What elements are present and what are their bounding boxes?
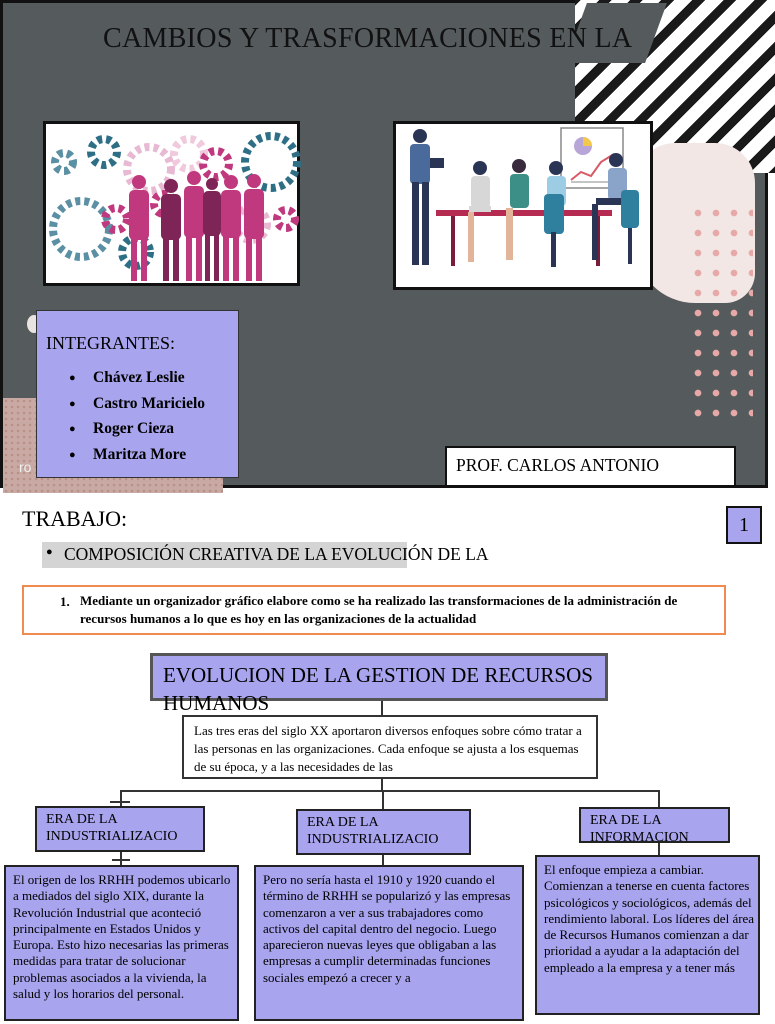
era-box-3 — [579, 807, 730, 843]
era-label: ERA DE LA INDUSTRIALIZACIO — [307, 815, 439, 847]
professor-box — [445, 446, 736, 487]
intro-text: Las tres eras del siglo XX aportaron diversos enfoques sobre cómo tratar a las personas en las organizaciones. Cada enfoque se ajusta a los esquemas de su época, y a las necesidades de las — [194, 723, 582, 774]
member-item: ● Roger Cieza — [37, 419, 205, 445]
slide-title: CAMBIOS Y TRASFORMACIONES EN LA — [103, 23, 633, 54]
gears-people-image — [43, 121, 300, 286]
members-box — [36, 310, 239, 478]
business-meeting-image — [393, 121, 653, 290]
connector-line — [120, 790, 660, 792]
era-text: El origen de los RRHH podemos ubicarlo a mediados del siglo XIX, durante la Revolución Industrial que aconteció principalmente en Estados Unidos y Europa. Esto hizo necesarias las primeras medidas para tratar de solucionar problemas asociados a la vivienda, la salud y los horarios del personal. — [13, 872, 231, 1002]
question-text: Mediante un organizador gráfico elabore como se ha realizado las transformaciones de la administración de recursos humanos a lo que es hoy en las organizaciones de la actualidad — [80, 593, 678, 626]
intro-box — [182, 715, 598, 779]
question-box — [22, 585, 726, 635]
composition-heading: COMPOSICIÓN CREATIVA DE LA EVOLUCIÓN DE LA — [64, 544, 489, 564]
era-text: El enfoque empieza a cambiar. Comienzan a tenerse en cuenta factores psicológicos y sociológicos, además del rendimiento laboral. Los líderes del área de Recursos Humanos comienzan a dar prioridad a ayudar a la adaptación del empleado a la empresa y a tener más — [544, 862, 755, 975]
diagram-title: EVOLUCION DE LA GESTION DE RECURSOS HUMANOS — [163, 663, 593, 715]
era-description-2 — [254, 865, 524, 1021]
member-item: ● Maritza More — [37, 445, 205, 471]
member-item: ● Castro Maricielo — [37, 394, 205, 420]
era-box-1 — [35, 806, 205, 852]
members-heading: INTEGRANTES: — [46, 333, 175, 353]
member-item: ● Chávez Leslie — [37, 368, 205, 394]
members-list — [37, 368, 205, 470]
era-description-3 — [535, 855, 760, 1015]
connector-line — [112, 859, 130, 861]
era-label: ERA DE LA INDUSTRIALIZACIO — [46, 812, 178, 844]
connector-line — [120, 790, 122, 806]
era-text: Pero no sería hasta el 1910 y 1920 cuando el término de RRHH se popularizó y las empresas comenzaron a ver a sus trabajadores como activos del capital dentro del negocio. Luego aparecieron nuevas leyes que obligaban a las empresas a cumplir determinadas funciones sociales empezó a crecer y a — [263, 872, 511, 985]
connector-line — [382, 855, 384, 865]
question-number: 1. — [60, 594, 70, 609]
corner-text: ro — [19, 459, 32, 475]
connector-line — [110, 801, 130, 803]
era-box-2 — [296, 809, 471, 855]
connector-line — [658, 790, 660, 807]
dot-grid-decoration — [689, 203, 753, 418]
era-description-1 — [4, 865, 239, 1021]
bullet-icon: ● — [46, 546, 53, 558]
meeting-illustration — [396, 124, 650, 287]
connector-line — [382, 790, 384, 809]
gears-people-illustration — [46, 124, 297, 283]
presentation-slide — [0, 0, 768, 488]
connector-line — [381, 701, 383, 715]
era-label: ERA DE LA INFORMACION — [590, 813, 689, 845]
assignment-label: TRABAJO: — [22, 506, 128, 531]
professor-name: PROF. CARLOS ANTONIO — [456, 455, 659, 475]
page-number: 1 — [726, 506, 762, 544]
diagram-title-box — [150, 653, 608, 715]
